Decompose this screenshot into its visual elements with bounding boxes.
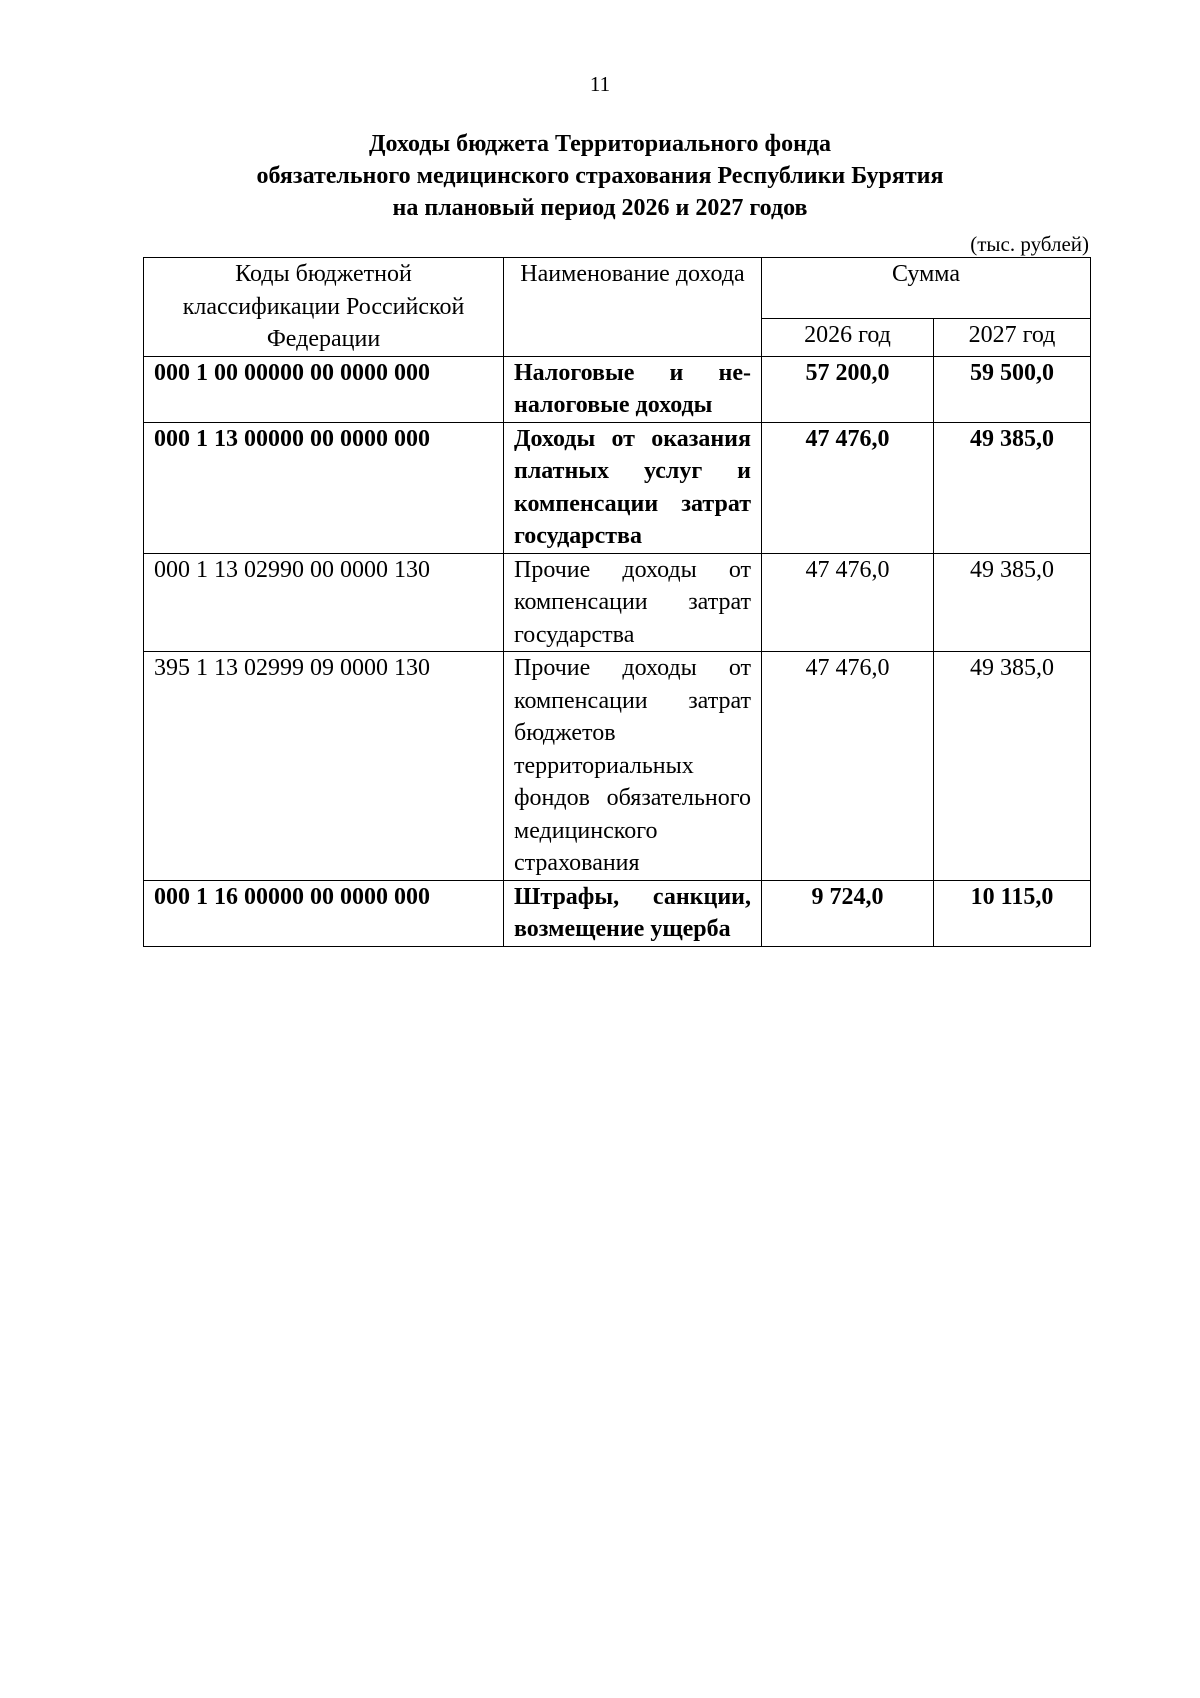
code-cell: 000 1 16 00000 00 0000 000 <box>144 880 504 946</box>
table-row <box>144 422 1091 553</box>
amount-2026-cell: 9 724,0 <box>762 880 934 946</box>
amount-2027-cell: 49 385,0 <box>934 553 1091 652</box>
title-line-1: Доходы бюджета Территориального фонда <box>368 131 832 157</box>
document-title <box>0 128 1200 224</box>
name-cell: Налоговые и неналоговые доходы <box>504 356 762 422</box>
table-row <box>144 880 1091 946</box>
unit-label: (тыс. рублей) <box>970 232 1089 256</box>
table-row <box>144 356 1091 422</box>
table-row <box>144 553 1091 652</box>
header-name: Наименование дохода <box>504 258 762 357</box>
amount-2027-cell: 10 115,0 <box>934 880 1091 946</box>
amount-2026-cell: 47 476,0 <box>762 422 934 553</box>
title-line-3: на плановый период 2026 и 2027 годов <box>392 195 808 221</box>
name-cell: Прочие доходы от компенсации затрат бюджетов территориальных фондов обязательного медицинского страхования <box>504 652 762 881</box>
name-cell: Штрафы, санкции, возмещение ущерба <box>504 880 762 946</box>
code-cell: 000 1 13 02990 00 0000 130 <box>144 553 504 652</box>
code-cell: 395 1 13 02999 09 0000 130 <box>144 652 504 881</box>
title-line-2: обязательного медицинского страхования Республики Бурятия <box>256 163 944 189</box>
header-sum: Сумма <box>762 258 1091 319</box>
table-body <box>144 356 1091 946</box>
header-year-2026: 2026 год <box>762 319 934 357</box>
code-cell: 000 1 00 00000 00 0000 000 <box>144 356 504 422</box>
table-row <box>144 652 1091 881</box>
amount-2027-cell: 49 385,0 <box>934 652 1091 881</box>
amount-2026-cell: 47 476,0 <box>762 652 934 881</box>
header-code: Коды бюджетной классификации Российской Федерации <box>144 258 504 357</box>
name-cell: Прочие доходы от компенсации затрат государства <box>504 553 762 652</box>
amount-2027-cell: 49 385,0 <box>934 422 1091 553</box>
amount-2026-cell: 47 476,0 <box>762 553 934 652</box>
name-cell: Доходы от оказания платных услуг и компенсации затрат государства <box>504 422 762 553</box>
amount-2027-cell: 59 500,0 <box>934 356 1091 422</box>
revenue-table <box>143 257 1091 947</box>
page-number: 11 <box>589 72 611 96</box>
amount-2026-cell: 57 200,0 <box>762 356 934 422</box>
header-year-2027: 2027 год <box>934 319 1091 357</box>
code-cell: 000 1 13 00000 00 0000 000 <box>144 422 504 553</box>
